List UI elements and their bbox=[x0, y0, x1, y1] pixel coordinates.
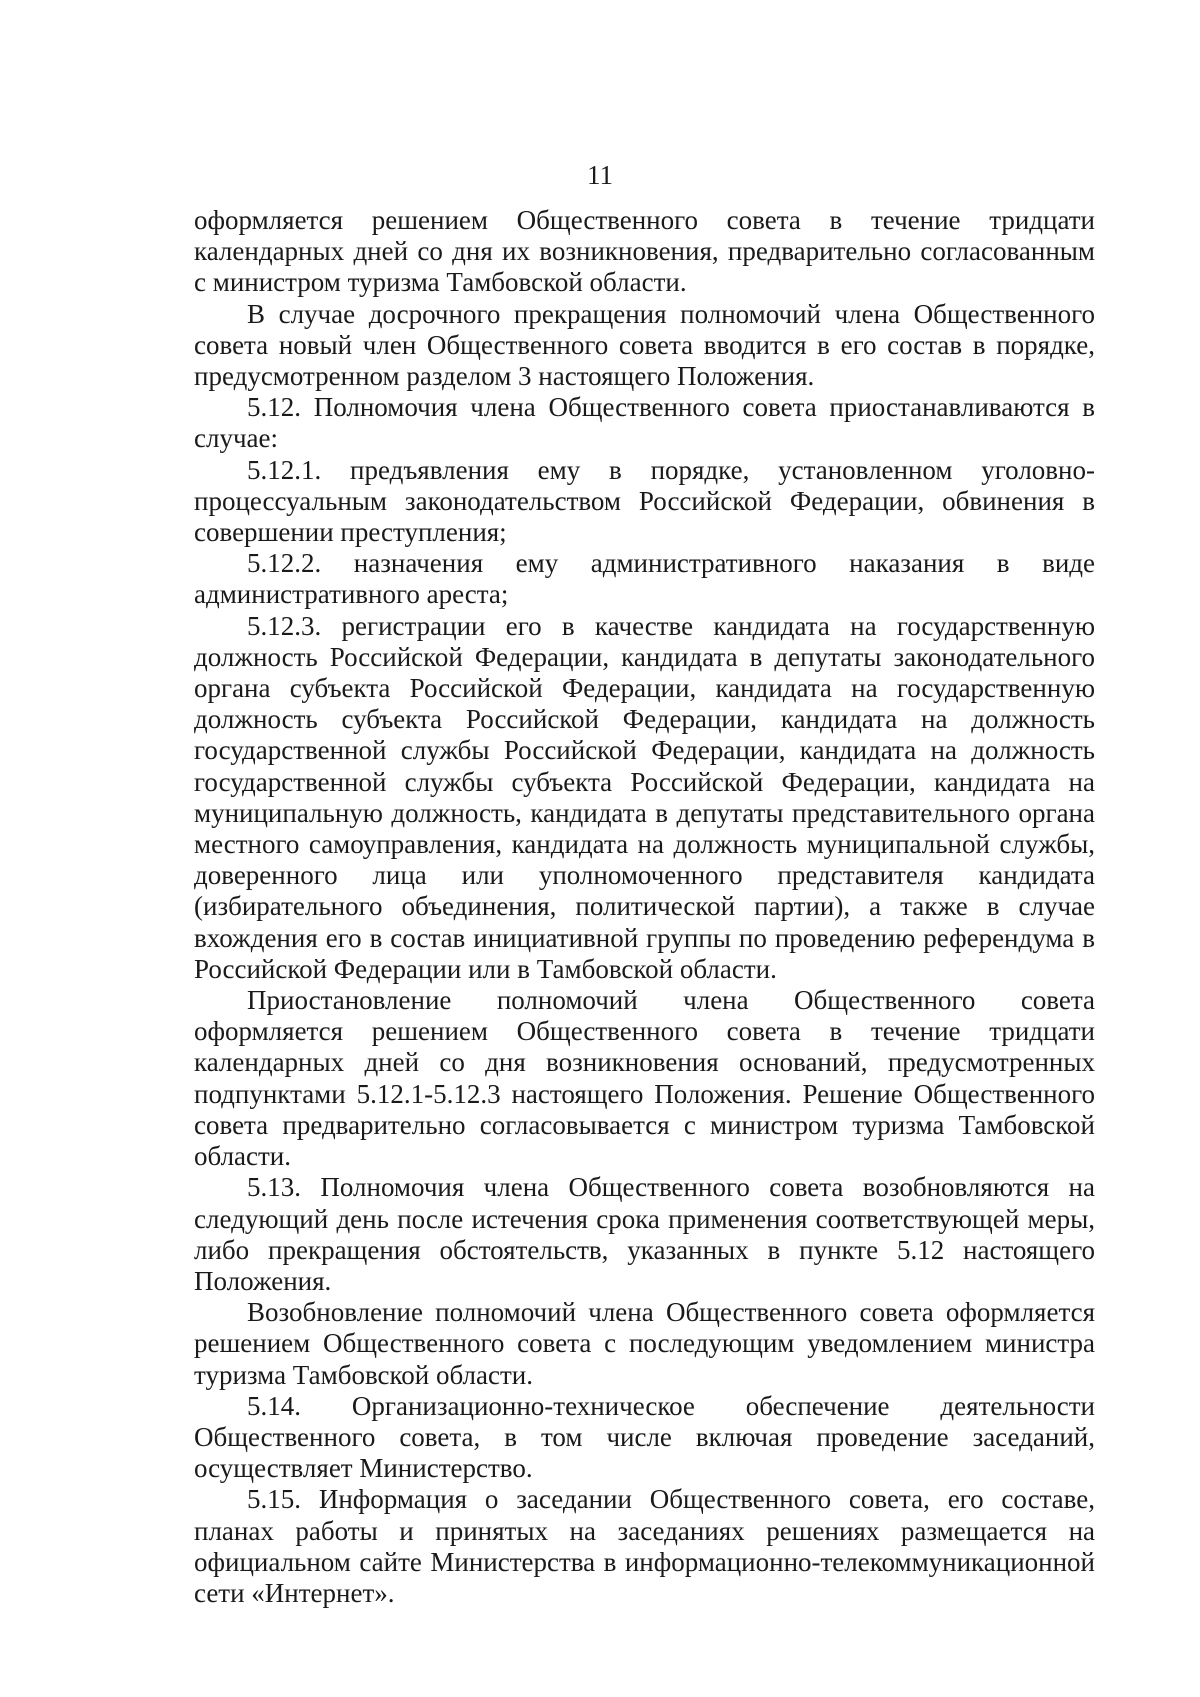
page-number: 11 bbox=[587, 160, 613, 190]
paragraph-suspension: Приостановление полномочий члена Общественного совета оформляется решением Общественного совета в течение тридцати календарных дней со дня возникновения оснований, предусмотренных подпунктами 5.12.1-5.12.3 настоящего Положения. Решение Общественного совета предварительно согласовывается с министром туризма Тамбовской области. bbox=[194, 985, 1095, 1172]
paragraph-5-12: 5.12. Полномочия члена Общественного совета приостанавливаются в случае: bbox=[194, 392, 1095, 454]
paragraph-continuation: оформляется решением Общественного совета в течение тридцати календарных дней со дня их возникновения, предварительно согласованным с министром туризма Тамбовской области. bbox=[194, 205, 1095, 298]
paragraph-5-12-2: 5.12.2. назначения ему административного наказания в виде административного ареста; bbox=[194, 548, 1095, 610]
paragraph-5-12-3: 5.12.3. регистрации его в качестве кандидата на государственную должность Российской Федерации, кандидата в депутаты законодательного органа субъекта Российской Федерации, кандидата на государственную должность субъекта Российской Федерации, кандидата на должность государственной службы Российской Федерации, кандидата на должность государственной службы субъекта Российской Федерации, кандидата на муниципальную должность, кандидата в депутаты представительного органа местного самоуправления, кандидата на должность муниципальной службы, доверенного лица или уполномоченного представителя кандидата (избирательного объединения, политической партии), а также в случае вхождения его в состав инициативной группы по проведению референдума в Российской Федерации или в Тамбовской области. bbox=[194, 610, 1095, 984]
paragraph-5-15: 5.15. Информация о заседании Общественного совета, его составе, планах работы и принятых на заседаниях решениях размещается на официальном сайте Министерства в информационно-телекоммуникационной сети «Интернет». bbox=[194, 1484, 1095, 1608]
paragraph-5-14: 5.14. Организационно-техническое обеспечение деятельности Общественного совета, в том числе включая проведение заседаний, осуществляет Министерство. bbox=[194, 1390, 1095, 1484]
paragraph-5-13: 5.13. Полномочия члена Общественного совета возобновляются на следующий день после истечения срока применения соответствующей меры, либо прекращения обстоятельств, указанных в пункте 5.12 настоящего Положения. bbox=[194, 1172, 1095, 1296]
paragraph-5-12-1: 5.12.1. предъявления ему в порядке, установленном уголовно-процессуальным законодательством Российской Федерации, обвинения в совершении преступления; bbox=[194, 454, 1095, 548]
paragraph-early-termination: В случае досрочного прекращения полномочий члена Общественного совета новый член Общественного совета вводится в его состав в порядке, предусмотренном разделом 3 настоящего Положения. bbox=[194, 298, 1095, 392]
paragraph-resumption: Возобновление полномочий члена Общественного совета оформляется решением Общественного совета с последующим уведомлением министра туризма Тамбовской области. bbox=[194, 1297, 1095, 1390]
document-body bbox=[194, 205, 1095, 1609]
